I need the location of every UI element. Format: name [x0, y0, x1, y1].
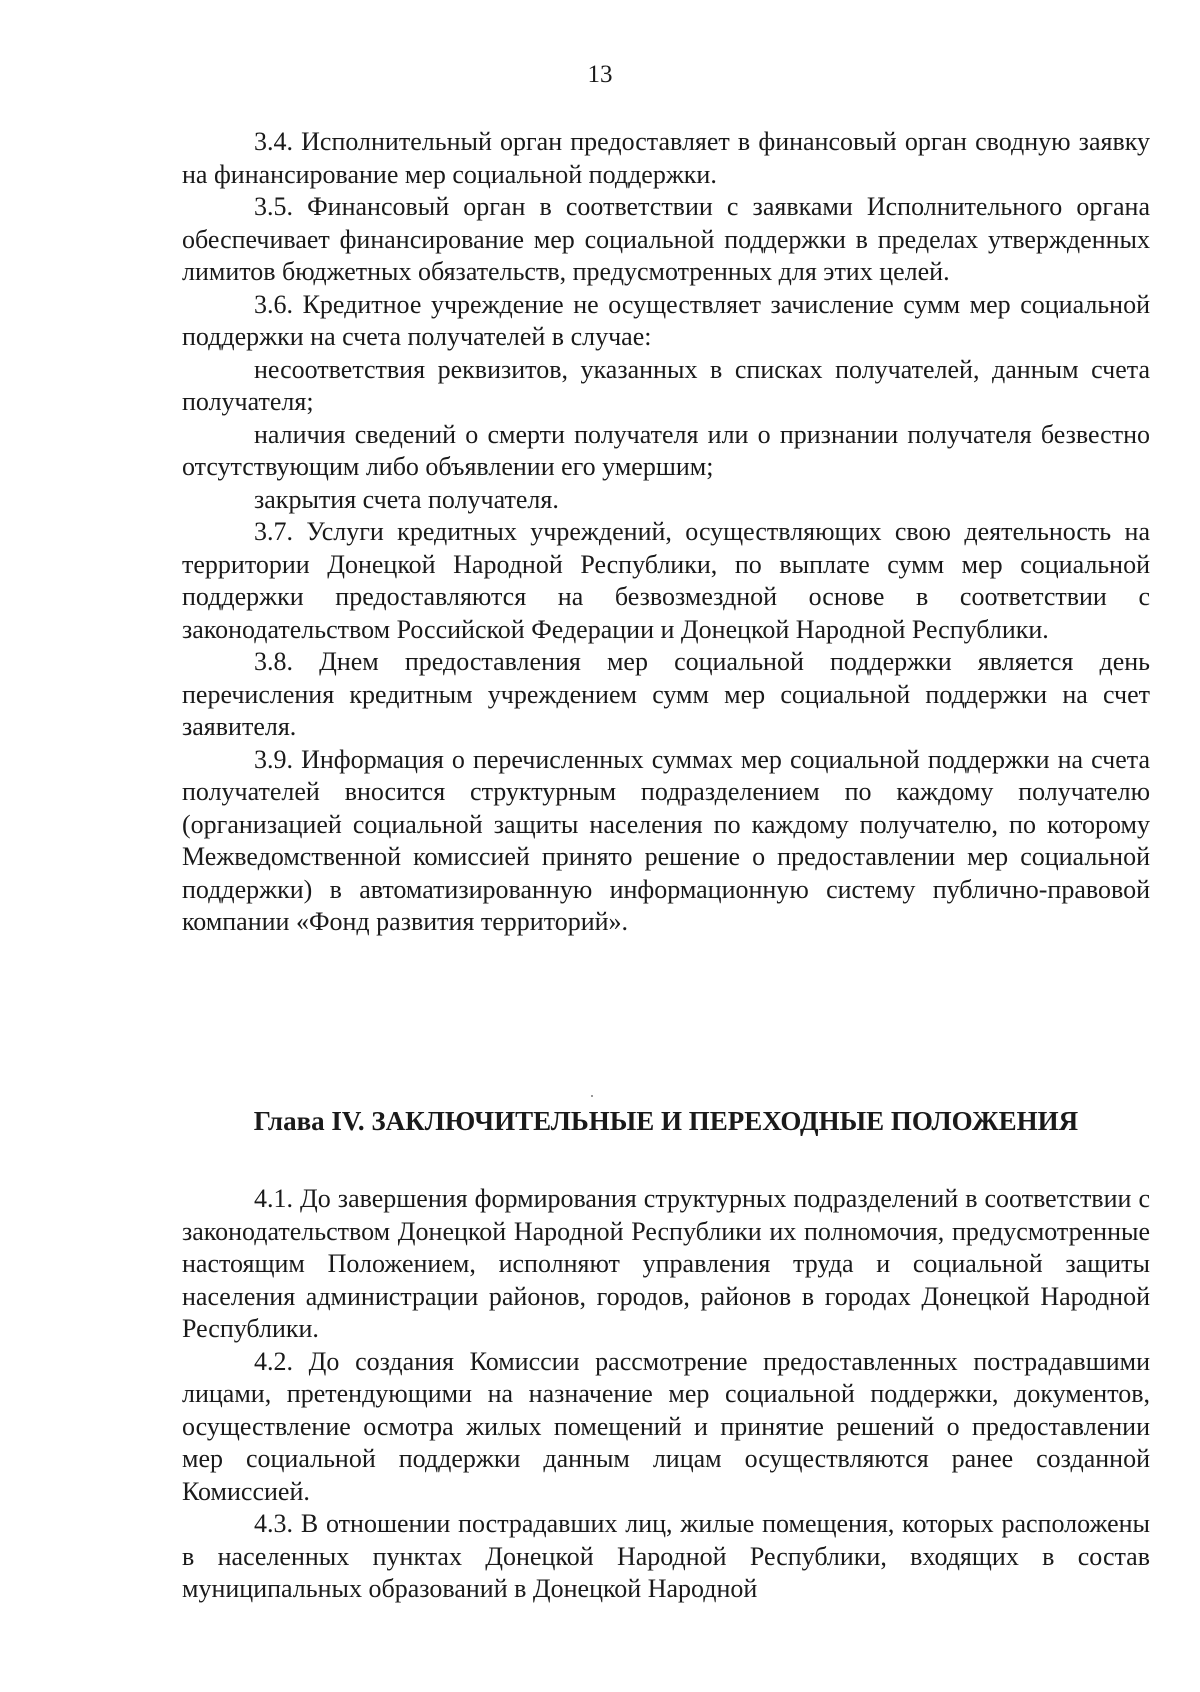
chapter-4-title: Глава IV. ЗАКЛЮЧИТЕЛЬНЫЕ И ПЕРЕХОДНЫЕ ПОЛОЖЕНИЯ	[253, 1106, 1079, 1136]
paragraph-3-6-item-3: закрытия счета получателя.	[254, 484, 559, 514]
paragraph-4-1: 4.1. До завершения формирования структурных подразделений в соответствии с законодательством Донецкой Народной Республики их полномочия, предусмотренные настоящим Положением, исполняют управления труда и социальной защиты населения администрации районов, городов, районов в городах Донецкой Народной Республики.	[182, 1184, 1150, 1343]
paragraph-3-7: 3.7. Услуги кредитных учреждений, осуществляющих свою деятельность на территории Донецкой Народной Республики, по выплате сумм мер социальной поддержки предоставляются на безвозмездной основе в соответствии с законодательством Российской Федерации и Донецкой Народной Республики.	[182, 517, 1150, 644]
paragraph-3-9: 3.9. Информация о перечисленных суммах мер социальной поддержки на счета получателей вносится структурным подразделением по каждому получателю (организацией социальной защиты населения по каждому получателю, по которому Межведомственной комиссией принято решение о предоставлении мер социальной поддержки) в автоматизированную информационную систему публично-правовой компании «Фонд развития территорий».	[182, 744, 1150, 936]
paragraph-4-2: 4.2. До создания Комиссии рассмотрение предоставленных пострадавшими лицами, претендующими на назначение мер социальной поддержки, документов, осуществление осмотра жилых помещений и принятие решений о предоставлении мер социальной поддержки данным лицам осуществляются ранее созданной Комиссией.	[182, 1346, 1150, 1506]
chapter-4-body	[182, 1183, 1150, 1606]
section-3-body	[182, 126, 1150, 939]
paragraph-3-8: 3.8. Днем предоставления мер социальной поддержки является день перечисления кредитным учреждением сумм мер социальной поддержки на счет заявителя.	[182, 647, 1150, 741]
page-number: 13	[587, 61, 613, 88]
scan-speck	[591, 1095, 593, 1097]
paragraph-3-6-item-2: наличия сведений о смерти получателя или о признании получателя безвестно отсутствующим либо объявлении его умершим;	[182, 419, 1150, 481]
paragraph-3-5: 3.5. Финансовый орган в соответствии с заявками Исполнительного органа обеспечивает финансирование мер социальной поддержки в пределах утвержденных лимитов бюджетных обязательств, предусмотренных для этих целей.	[182, 192, 1150, 286]
paragraph-3-4: 3.4. Исполнительный орган предоставляет в финансовый орган сводную заявку на финансирование мер социальной поддержки.	[182, 127, 1150, 189]
paragraph-4-3: 4.3. В отношении пострадавших лиц, жилые помещения, которых расположены в населенных пунктах Донецкой Народной Республики, входящих в состав муниципальных образований в Донецкой Народной	[182, 1509, 1150, 1603]
paragraph-3-6-item-1: несоответствия реквизитов, указанных в списках получателей, данным счета получателя;	[182, 354, 1150, 416]
paragraph-3-6: 3.6. Кредитное учреждение не осуществляет зачисление сумм мер социальной поддержки на счета получателей в случае:	[182, 289, 1150, 351]
